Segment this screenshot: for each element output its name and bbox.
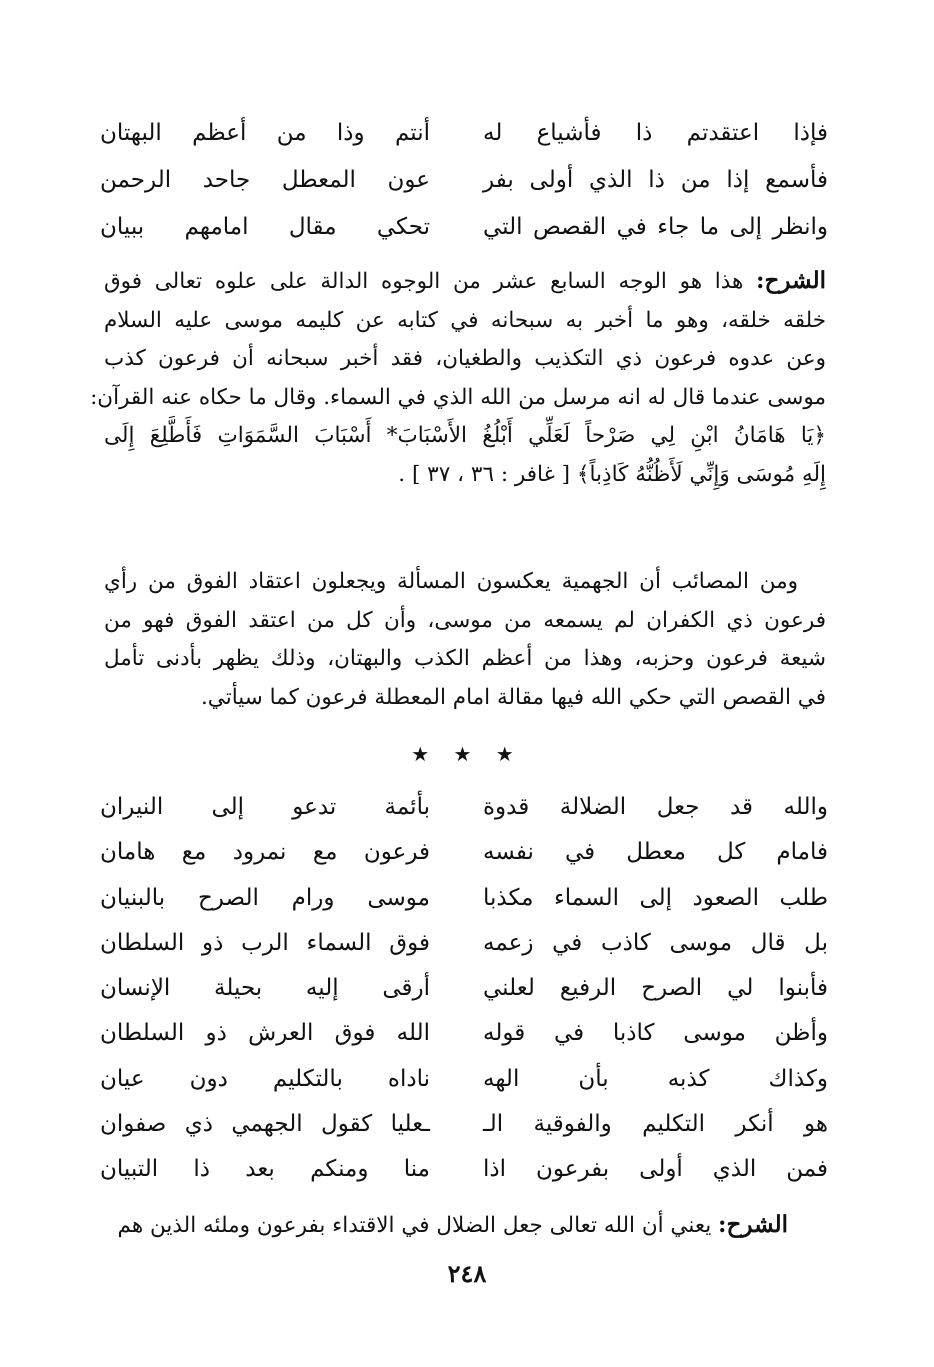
verse-second-hemistich: عون المعطل جاحد الرحمن	[100, 167, 430, 193]
verse-first-hemistich: هو أنكر التكليم والفوقية الـ	[483, 1111, 828, 1138]
verse-row	[100, 167, 828, 214]
verse-row	[100, 975, 828, 1020]
section-separator: ★ ★ ★	[411, 742, 523, 766]
body-paragraph	[104, 563, 826, 717]
verse-first-hemistich: فأسمع إذا من ذا الذي أولى بفر	[483, 167, 828, 193]
verse-row	[100, 839, 828, 884]
verse-row	[100, 214, 828, 261]
verse-first-hemistich: فمن الذي أولى بفرعون اذا	[483, 1156, 828, 1183]
verse-first-hemistich: فامام كل معطل في نفسه	[483, 839, 828, 866]
verse-second-hemistich: منا ومنكم بعد ذا التبيان	[100, 1156, 430, 1183]
verse-second-hemistich: فوق السماء الرب ذو السلطان	[100, 929, 430, 956]
verse-row	[100, 794, 828, 839]
verse-first-hemistich: فأبنوا لي الصرح الرفيع لعلني	[483, 975, 828, 1002]
verse-second-hemistich: بأئمة تدعو إلى النيران	[100, 794, 430, 820]
verse-second-hemistich: ناداه بالتكليم دون عيان	[100, 1065, 430, 1092]
verse-first-hemistich: طلب الصعود إلى السماء مكذبا	[483, 884, 828, 911]
quran-verse-line: ﴿يَا هَامَانُ ابْنِ لِي صَرْحاً لَعَلِّي أَبْلُغُ الأَسْبَابَ* أَسْبَابَ السَّمَوَاتِ فَأَطَّلِعَ إِلَى	[104, 423, 826, 448]
verse-first-hemistich: بل قال موسى كاذب في زعمه	[483, 929, 828, 956]
commentary-paragraph	[117, 1206, 788, 1246]
verse-row	[100, 1156, 828, 1201]
paragraph-line: شيعة فرعون وحزبه، وهذا من أعظم الكذب والبهتان، وذلك يظهر بأدنى تأمل	[104, 646, 826, 671]
paragraph-line: فرعون ذي الكفران لم يسمعه من موسى، وأن كل من اعتقد الفوق فهو من	[104, 607, 826, 633]
commentary-text: يعني أن الله تعالى جعل الضلال في الاقتداء بفرعون وملئه الذين هم	[117, 1213, 712, 1238]
commentary-line	[104, 262, 826, 302]
verse-row	[100, 1066, 828, 1111]
commentary-line: وعن عدوه فرعون ذي التكذيب والطغيان، فقد أخبر سبحانه أن فرعون كذب	[104, 346, 826, 371]
verse-second-hemistich: تحكي مقال امامهم ببيان	[100, 214, 430, 240]
poem-verses-bottom	[100, 794, 828, 1202]
verse-second-hemistich: الله فوق العرش ذو السلطان	[100, 1020, 430, 1047]
verse-second-hemistich: أرقى إليه بحيلة الإنسان	[100, 975, 430, 1002]
commentary-text: هذا هو الوجه السابع عشر من الوجوه الدالة على علوه تعالى فوق	[104, 269, 744, 294]
verse-row	[100, 1111, 828, 1156]
verse-row	[100, 120, 828, 167]
verse-row	[100, 885, 828, 930]
verse-first-hemistich: وأظن موسى كاذبا في قوله	[483, 1020, 828, 1047]
verse-second-hemistich: أنتم وذا من أعظم البهتان	[100, 120, 430, 146]
verse-row	[100, 930, 828, 975]
verse-first-hemistich: فإذا اعتقدتم ذا فأشياع له	[483, 120, 828, 146]
verse-second-hemistich: موسى ورام الصرح بالبنيان	[100, 884, 430, 911]
verse-row	[100, 1020, 828, 1065]
commentary-line: خلقه خلقه، وهو ما أخبر به سبحانه في كتابه عن كليمه موسى عليه السلام	[104, 307, 826, 333]
paragraph-line: ومن المصائب أن الجهمية يعكسون المسألة ويجعلون اعتقاد الفوق من رأي	[104, 569, 798, 594]
commentary-line	[117, 1206, 788, 1246]
verse-second-hemistich: فرعون مع نمرود مع هامان	[100, 839, 430, 866]
quran-verse-line: إِلَهِ مُوسَى وَإِنِّي لَأَظُنُّهُ كَاذِباً﴾ [ غافر : ٣٦ ، ٣٧ ] .	[398, 461, 826, 487]
verse-first-hemistich: وكذاك كذبه بأن الهه	[483, 1065, 828, 1092]
poem-verses-top	[100, 120, 828, 261]
commentary-label: الشرح:	[756, 267, 826, 294]
commentary-paragraph	[90, 262, 826, 494]
commentary-label: الشرح:	[718, 1211, 788, 1238]
verse-second-hemistich: ـعليا كقول الجهمي ذي صفوان	[100, 1111, 430, 1138]
paragraph-line: في القصص التي حكي الله فيها مقالة امام المعطلة فرعون كما سيأتي.	[200, 684, 826, 710]
verse-first-hemistich: وانظر إلى ما جاء في القصص التي	[483, 214, 828, 240]
verse-first-hemistich: والله قد جعل الضلالة قدوة	[483, 794, 828, 820]
page-number: ٢٤٨	[447, 1259, 487, 1288]
commentary-line: موسى عندما قال له انه مرسل من الله الذي في السماء. وقال ما حكاه عنه القرآن:	[90, 384, 826, 410]
